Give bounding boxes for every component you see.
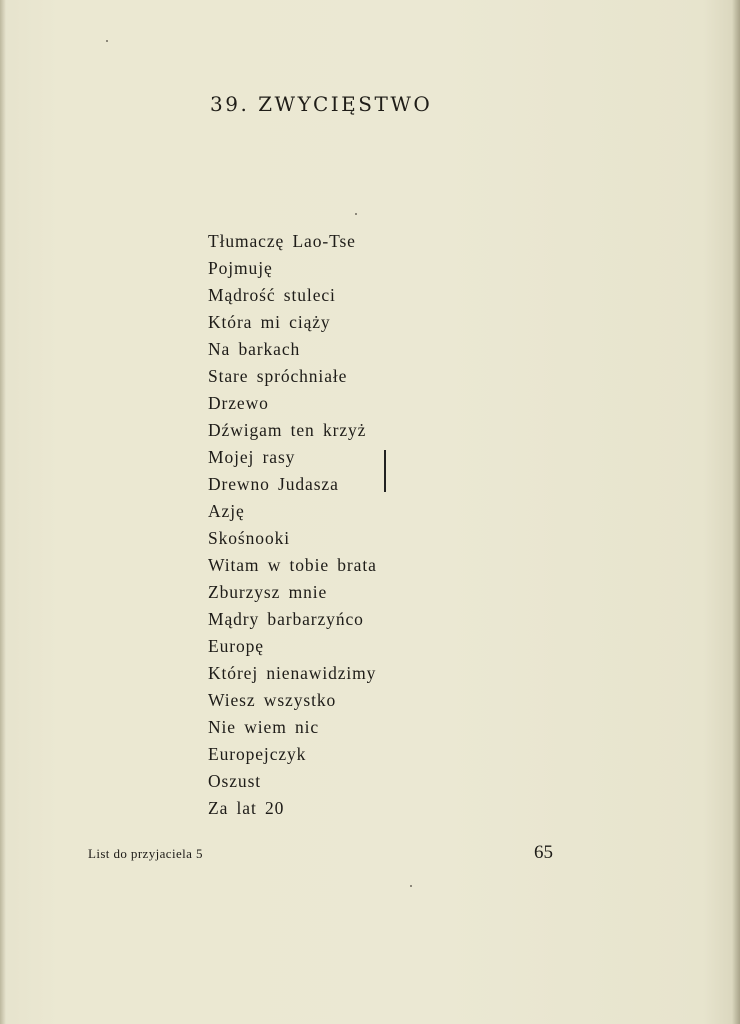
page-number: 65 (534, 842, 553, 863)
poem-line: Stare spróchniałe (208, 366, 348, 386)
poem-line: Witam w tobie brata (208, 555, 377, 575)
poem-line: Europę (208, 636, 264, 656)
poem-line: Nie wiem nic (208, 717, 320, 737)
poem-line: Mojej rasy (208, 447, 296, 467)
poem-body (208, 228, 377, 822)
poem-line: Na barkach (208, 339, 301, 359)
poem-line: Mądrość stuleci (208, 285, 336, 305)
signature-mark: List do przyjaciela 5 (88, 846, 203, 861)
paper-speck (106, 40, 108, 42)
poem-line: Za lat 20 (208, 798, 285, 818)
poem-line: Oszust (208, 771, 262, 791)
poem-line: Drzewo (208, 393, 269, 413)
paper-speck (410, 885, 412, 887)
poem-line: Która mi ciąży (208, 312, 331, 332)
poem-line: Europejczyk (208, 744, 307, 764)
poem-line: Tłumaczę Lao-Tse (208, 231, 356, 251)
poem-line: Mądry barbarzyńco (208, 609, 364, 629)
poem-line: Skośnooki (208, 528, 291, 548)
paper-speck (355, 213, 357, 215)
poem-line: Azję (208, 501, 245, 521)
bracket-mark (384, 450, 386, 492)
poem-line: Pojmuję (208, 258, 273, 278)
poem-line: Wiesz wszystko (208, 690, 337, 710)
poem-title: 39. ZWYCIĘSTWO (210, 92, 433, 116)
poem-line: Dźwigam ten krzyż (208, 420, 367, 440)
poem-line: Której nienawidzimy (208, 663, 377, 683)
poem-line: Zburzysz mnie (208, 582, 328, 602)
poem-line: Drewno Judasza (208, 474, 339, 494)
